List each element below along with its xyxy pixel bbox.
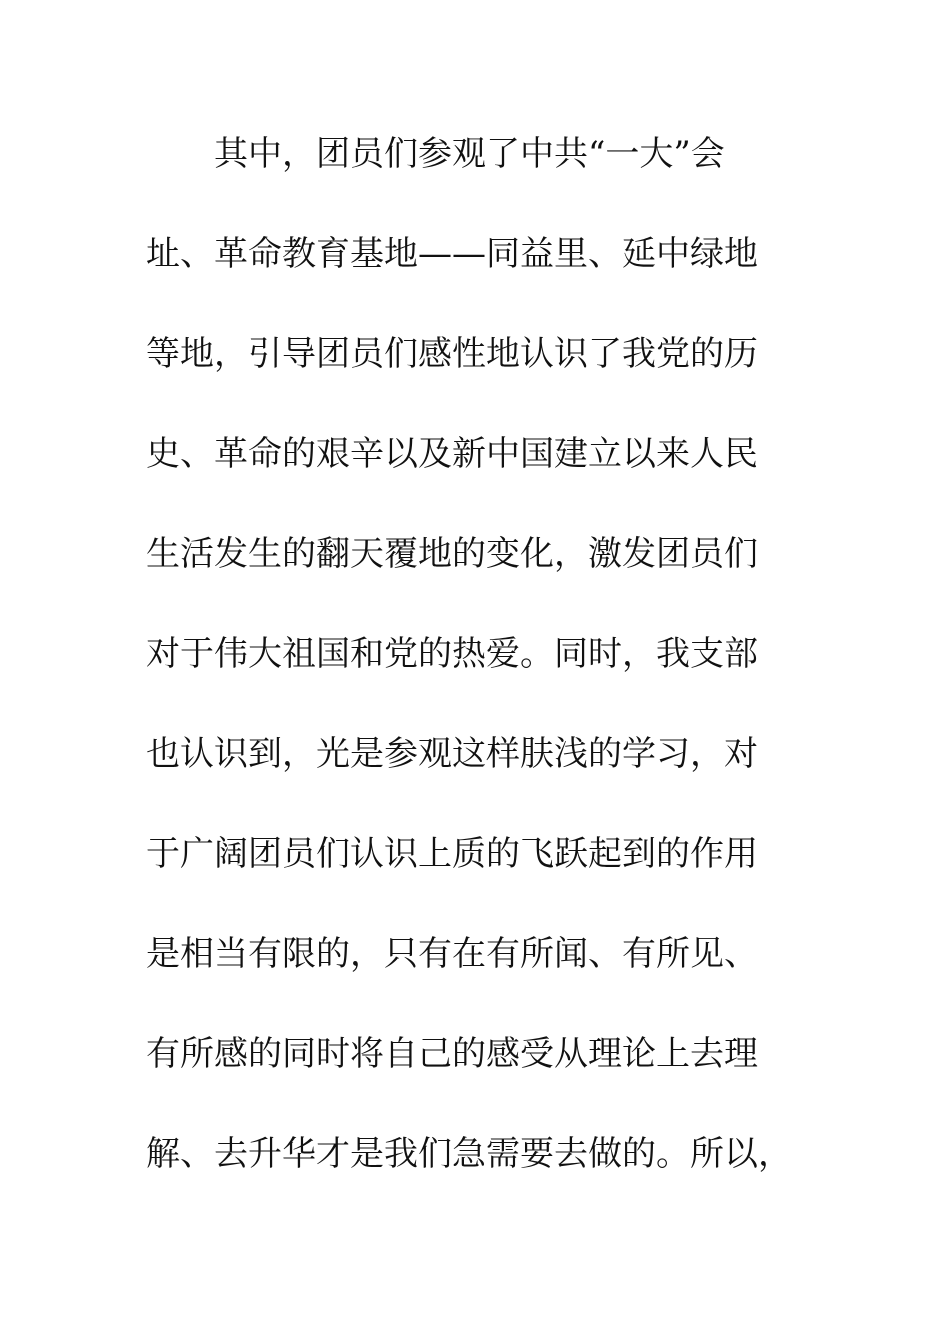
text-line-6: 对于伟大祖国和党的热爱。同时，我支部 xyxy=(146,634,758,674)
text-line-11: 解、去升华才是我们急需要去做的。所以， xyxy=(146,1134,792,1174)
text-line-1: 其中，团员们参观了中共“一大”会 xyxy=(214,134,725,174)
text-line-10: 有所感的同时将自己的感受从理论上去理 xyxy=(146,1034,758,1074)
text-line-2: 址、革命教育基地——同益里、延中绿地 xyxy=(146,234,758,274)
text-line-7: 也认识到，光是参观这样肤浅的学习，对 xyxy=(146,734,758,774)
text-line-8: 于广阔团员们认识上质的飞跃起到的作用 xyxy=(146,834,758,874)
text-line-9: 是相当有限的，只有在有所闻、有所见、 xyxy=(146,934,758,974)
body-paragraph xyxy=(146,126,806,1226)
text-line-3: 等地，引导团员们感性地认识了我党的历 xyxy=(146,334,758,374)
text-line-5: 生活发生的翻天覆地的变化，激发团员们 xyxy=(146,534,758,574)
text-line-4: 史、革命的艰辛以及新中国建立以来人民 xyxy=(146,434,758,474)
